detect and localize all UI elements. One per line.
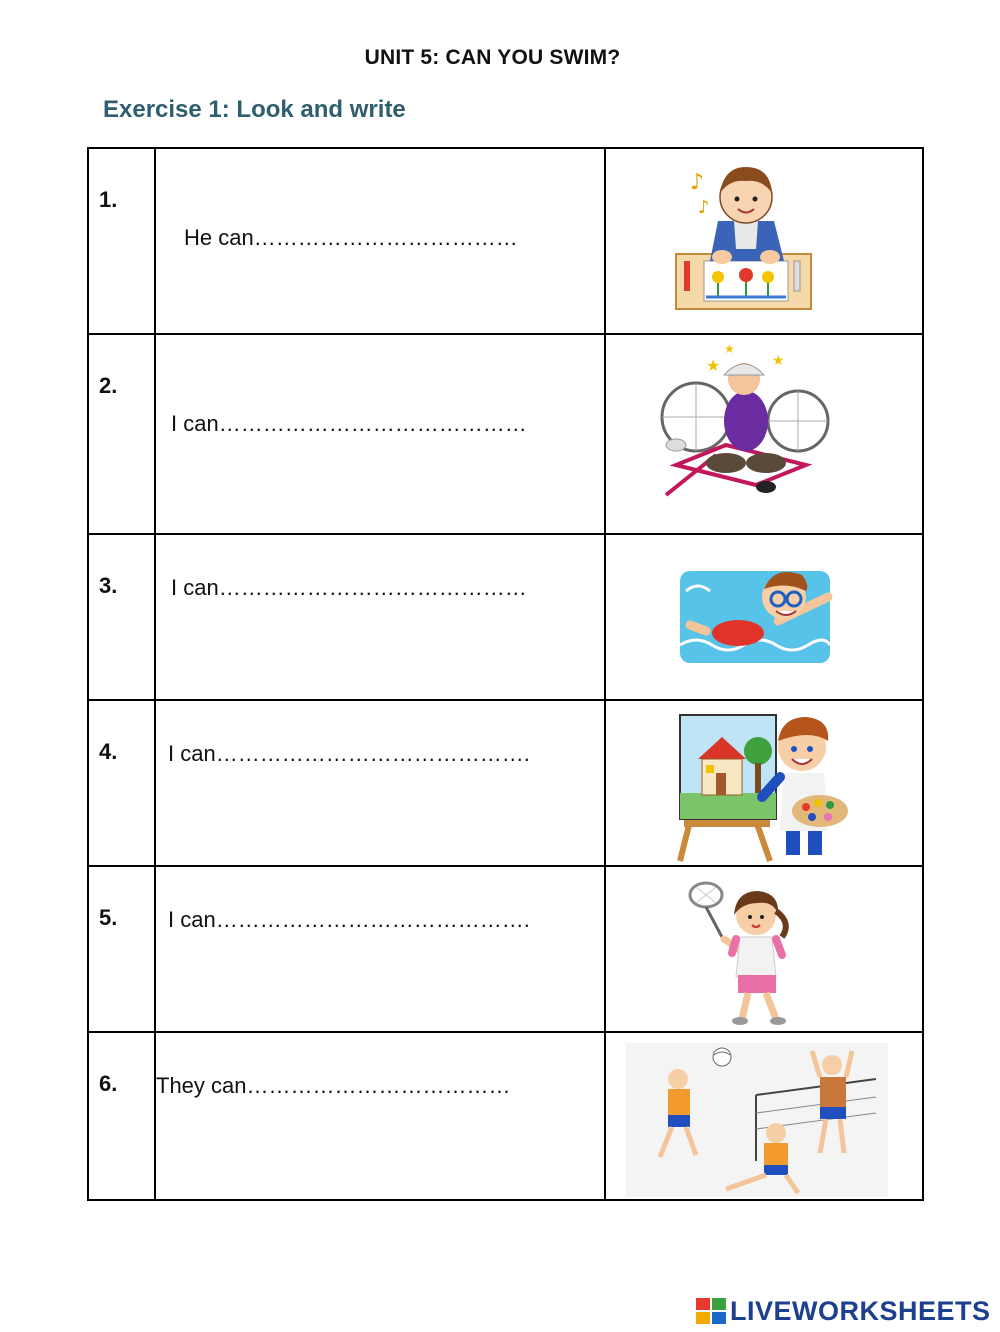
picture-cell [605, 334, 923, 534]
volleyball-players-icon [606, 1033, 922, 1199]
answer-cell[interactable] [155, 866, 605, 1032]
sentence-prompt: I can…………………………………… [171, 411, 527, 436]
table-row [88, 1032, 923, 1200]
row-number-cell [88, 334, 155, 534]
table-row [88, 866, 923, 1032]
svg-text:★: ★ [772, 353, 785, 369]
row-number-cell [88, 1032, 155, 1200]
page-title: UNIT 5: CAN YOU SWIM? [364, 46, 621, 69]
brand-name: LIVEWORKSHEETS [730, 1295, 991, 1326]
brand-logo [696, 1296, 991, 1326]
svg-text:♪: ♪ [698, 197, 710, 218]
row-number: 1. [99, 187, 118, 212]
exercise-title: Exercise 1: Look and write [103, 96, 406, 123]
sentence-prompt: He can……………………………… [184, 225, 518, 250]
answer-cell[interactable] [155, 334, 605, 534]
row-number: 4. [99, 739, 118, 764]
table-row [88, 534, 923, 700]
exercise-table [87, 147, 924, 1201]
svg-text:★: ★ [706, 356, 721, 375]
answer-cell[interactable] [155, 534, 605, 700]
table-row [88, 334, 923, 534]
row-number-cell [88, 700, 155, 866]
row-number-cell [88, 866, 155, 1032]
picture-cell [605, 148, 923, 334]
picture-cell [605, 866, 923, 1032]
sentence-prompt: I can……………………………………. [168, 907, 530, 932]
sentence-prompt: I can…………………………………… [171, 575, 527, 600]
table-row [88, 700, 923, 866]
row-number: 3. [99, 573, 118, 598]
boy-drawing-icon [606, 149, 922, 333]
answer-cell[interactable] [155, 148, 605, 334]
picture-cell [605, 700, 923, 866]
picture-cell [605, 534, 923, 700]
table-row [88, 148, 923, 334]
svg-text:♪: ♪ [690, 170, 705, 195]
row-number-cell [88, 148, 155, 334]
boy-painting-icon [606, 701, 922, 865]
answer-cell[interactable] [155, 1032, 605, 1200]
girl-badminton-icon [606, 867, 922, 1031]
cyclist-crash-icon [606, 335, 922, 533]
picture-cell [605, 1032, 923, 1200]
boy-swimming-icon [606, 535, 922, 699]
sentence-prompt: I can……………………………………. [168, 741, 530, 766]
row-number: 5. [99, 905, 118, 930]
liveworksheets-logo-icon [696, 1298, 726, 1324]
answer-cell[interactable] [155, 700, 605, 866]
row-number-cell [88, 534, 155, 700]
sentence-prompt: They can……………………………… [156, 1073, 511, 1098]
row-number: 6. [99, 1071, 118, 1096]
svg-text:★: ★ [724, 342, 735, 356]
row-number: 2. [99, 373, 118, 398]
